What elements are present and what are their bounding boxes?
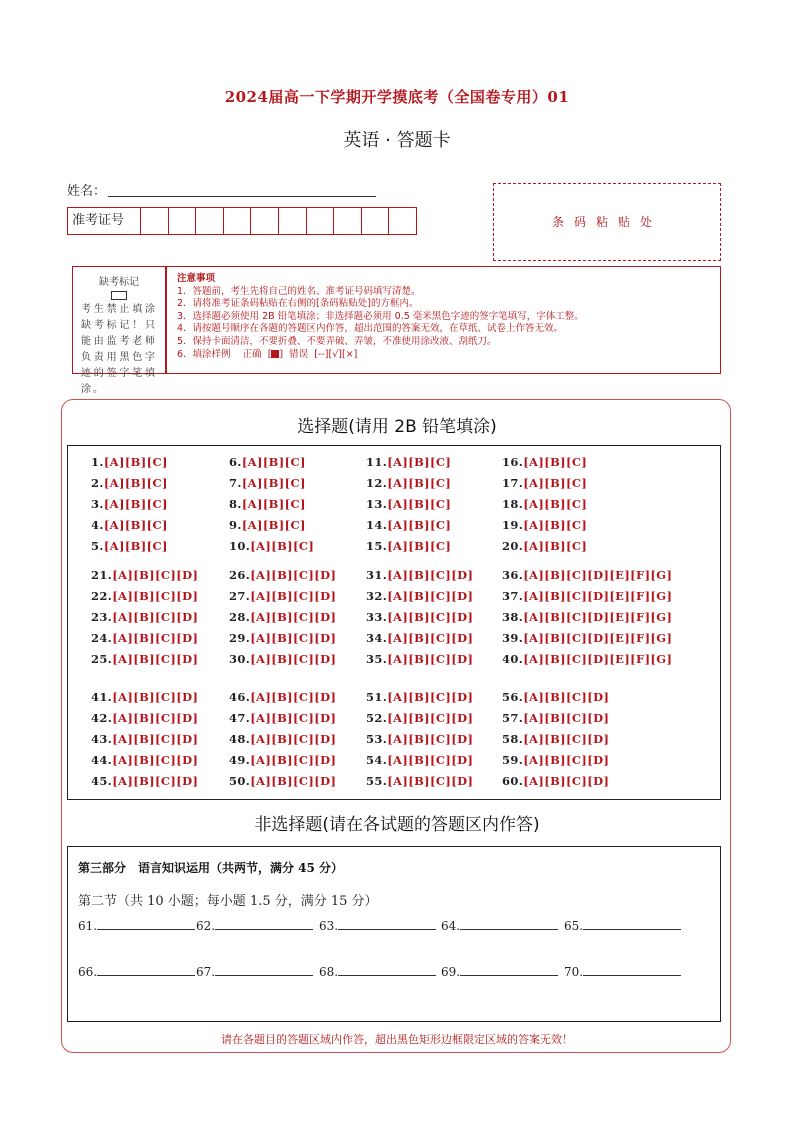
fill-blank[interactable] <box>319 917 436 933</box>
answer-options[interactable]: [A][B][C][D] <box>387 774 474 788</box>
fill-blank[interactable] <box>319 963 436 979</box>
question-number: 18. <box>502 497 524 511</box>
blank-line[interactable] <box>583 963 681 976</box>
notice-title: 注意事项 <box>177 273 216 284</box>
answer-options[interactable]: [A][B][C][D] <box>523 774 610 788</box>
question-number: 48. <box>229 732 251 746</box>
answer-options[interactable]: [A][B][C][D] <box>387 690 474 704</box>
answer-options[interactable]: [A][B][C][D] <box>523 732 610 746</box>
exam-number-cell[interactable] <box>362 208 390 234</box>
blank-number: 64. <box>441 919 461 933</box>
question-number: 4. <box>91 518 104 532</box>
question-number: 43. <box>91 732 113 746</box>
question-number: 40. <box>502 652 524 666</box>
blank-number: 69. <box>441 965 461 979</box>
answer-options[interactable]: [A][B][C][D] <box>250 589 337 603</box>
answer-options[interactable]: [A][B][C] <box>387 476 452 490</box>
question-number: 34. <box>366 631 388 645</box>
answer-options[interactable]: [A][B][C] <box>103 539 168 553</box>
question-number: 55. <box>366 774 388 788</box>
blank-line[interactable] <box>338 917 436 930</box>
mc-question[interactable] <box>502 455 587 469</box>
answer-options[interactable]: [A][B][C] <box>250 539 315 553</box>
answer-options[interactable]: [A][B][C] <box>387 455 452 469</box>
answer-options[interactable]: [A][B][C][D] <box>112 631 199 645</box>
answer-options[interactable]: [A][B][C][D] <box>250 753 337 767</box>
name-field[interactable] <box>108 196 376 197</box>
answer-options[interactable]: [A][B][C][D] <box>387 589 474 603</box>
name-label: 姓名： <box>67 184 107 199</box>
blank-number: 68. <box>319 965 339 979</box>
mc-question[interactable] <box>229 610 336 624</box>
answer-options[interactable]: [A][B][C][D] <box>523 753 610 767</box>
wrong-label: 错误 <box>289 348 309 360</box>
question-number: 6. <box>229 455 242 469</box>
question-number: 3. <box>91 497 104 511</box>
mc-question[interactable] <box>229 652 336 666</box>
answer-options[interactable]: [A][B][C] <box>103 476 168 490</box>
mc-question[interactable] <box>502 497 587 511</box>
mc-question[interactable] <box>502 631 672 645</box>
mc-question[interactable] <box>91 652 198 666</box>
question-number: 29. <box>229 631 251 645</box>
mc-question[interactable] <box>366 753 473 767</box>
mc-question[interactable] <box>502 568 672 582</box>
question-number: 22. <box>91 589 113 603</box>
question-number: 52. <box>366 711 388 725</box>
page-subtitle: 英语 · 答题卡 <box>343 130 451 151</box>
answer-options[interactable]: [A][B][C] <box>241 455 306 469</box>
mc-question[interactable] <box>229 753 336 767</box>
question-number: 38. <box>502 610 524 624</box>
answer-options[interactable]: [A][B][C][D] <box>112 753 199 767</box>
answer-options[interactable]: [A][B][C][D] <box>387 631 474 645</box>
exam-number-cell[interactable] <box>279 208 307 234</box>
mc-question[interactable] <box>366 711 473 725</box>
absent-title: 缺考标记 <box>99 277 139 288</box>
notice-box <box>166 266 721 374</box>
exam-number-cells <box>141 208 416 234</box>
answer-options[interactable]: [A][B][C][D][E][F][G] <box>523 568 673 582</box>
question-number: 5. <box>91 539 104 553</box>
question-number: 59. <box>502 753 524 767</box>
question-number: 49. <box>229 753 251 767</box>
exam-number-cell[interactable] <box>334 208 362 234</box>
mc-question[interactable] <box>502 711 609 725</box>
blank-line[interactable] <box>215 917 313 930</box>
question-number: 47. <box>229 711 251 725</box>
question-number: 53. <box>366 732 388 746</box>
question-number: 8. <box>229 497 242 511</box>
mc-question[interactable] <box>229 568 336 582</box>
mc-question[interactable] <box>502 652 672 666</box>
answer-options[interactable]: [A][B][C][D][E][F][G] <box>523 631 673 645</box>
blank-number: 61. <box>78 919 98 933</box>
question-number: 17. <box>502 476 524 490</box>
answer-options[interactable]: [A][B][C] <box>387 518 452 532</box>
exam-number-cell[interactable] <box>169 208 197 234</box>
answer-options[interactable]: [A][B][C][D] <box>250 610 337 624</box>
fill-blank[interactable] <box>196 917 313 933</box>
answer-options[interactable]: [A][B][C][D][E][F][G] <box>523 652 673 666</box>
mc-question[interactable] <box>366 774 473 788</box>
notice-item: 3．选择题必须使用 2B 铅笔填涂；非选择题必须用 0.5 毫米黑色字迹的签字笔填写，字体工整。 <box>177 310 584 322</box>
answer-options[interactable]: [A][B][C][D] <box>250 631 337 645</box>
mc-question[interactable] <box>366 476 451 490</box>
answer-options[interactable]: [A][B][C][D] <box>112 589 199 603</box>
answer-options[interactable]: [A][B][C][D] <box>250 652 337 666</box>
mc-question[interactable] <box>366 568 473 582</box>
mc-question[interactable] <box>229 518 306 532</box>
blank-line[interactable] <box>460 917 558 930</box>
question-number: 27. <box>229 589 251 603</box>
exam-number-cell[interactable] <box>307 208 335 234</box>
answer-options[interactable]: [A][B][C] <box>103 497 168 511</box>
correct-label: 正确 <box>242 348 262 360</box>
mc-question[interactable] <box>502 589 672 603</box>
question-number: 32. <box>366 589 388 603</box>
blank-line[interactable] <box>460 963 558 976</box>
mc-question[interactable] <box>502 753 609 767</box>
mc-question[interactable] <box>229 476 306 490</box>
fill-blank[interactable] <box>441 917 558 933</box>
question-number: 13. <box>366 497 388 511</box>
question-number: 41. <box>91 690 113 704</box>
fill-blank[interactable] <box>441 963 558 979</box>
mc-question[interactable] <box>366 455 451 469</box>
blank-line[interactable] <box>97 917 195 930</box>
answer-options[interactable]: [A][B][C][D] <box>112 732 199 746</box>
mc-question[interactable] <box>91 711 198 725</box>
mc-question[interactable] <box>502 610 672 624</box>
mc-section-title: 选择题(请用 2B 铅笔填涂) <box>297 417 497 437</box>
blank-number: 63. <box>319 919 339 933</box>
question-number: 2. <box>91 476 104 490</box>
answer-options[interactable]: [A][B][C] <box>241 518 306 532</box>
mc-question[interactable] <box>91 610 198 624</box>
question-number: 23. <box>91 610 113 624</box>
mc-question[interactable] <box>502 518 587 532</box>
question-number: 28. <box>229 610 251 624</box>
exam-number-cell[interactable] <box>196 208 224 234</box>
mc-question[interactable] <box>91 732 198 746</box>
question-number: 11. <box>366 455 388 469</box>
question-number: 24. <box>91 631 113 645</box>
question-number: 36. <box>502 568 524 582</box>
absent-checkbox[interactable] <box>111 291 127 300</box>
mc-question[interactable] <box>91 568 198 582</box>
mc-question[interactable] <box>366 610 473 624</box>
answer-options[interactable]: [A][B][C][D] <box>387 652 474 666</box>
answer-options[interactable]: [A][B][C][D] <box>523 711 610 725</box>
mc-question[interactable] <box>366 497 451 511</box>
question-number: 15. <box>366 539 388 553</box>
blank-line[interactable] <box>338 963 436 976</box>
mc-question[interactable] <box>91 455 168 469</box>
question-number: 26. <box>229 568 251 582</box>
question-number: 39. <box>502 631 524 645</box>
blank-number: 66. <box>78 965 98 979</box>
question-number: 35. <box>366 652 388 666</box>
question-number: 16. <box>502 455 524 469</box>
answer-options[interactable]: [A][B][C] <box>241 497 306 511</box>
mc-question[interactable] <box>229 497 306 511</box>
mc-question[interactable] <box>502 476 587 490</box>
answer-options[interactable]: [A][B][C][D] <box>112 774 199 788</box>
question-number: 44. <box>91 753 113 767</box>
answer-options[interactable]: [A][B][C][D][E][F][G] <box>523 610 673 624</box>
blank-line[interactable] <box>583 917 681 930</box>
mc-question[interactable] <box>91 476 168 490</box>
fill-blank[interactable] <box>564 963 681 979</box>
question-number: 42. <box>91 711 113 725</box>
answer-options[interactable]: [A][B][C] <box>523 497 588 511</box>
mc-question[interactable] <box>366 518 451 532</box>
mc-question[interactable] <box>229 774 336 788</box>
question-number: 37. <box>502 589 524 603</box>
answer-options[interactable]: [A][B][C] <box>523 539 588 553</box>
answer-options[interactable]: [A][B][C] <box>523 518 588 532</box>
question-number: 58. <box>502 732 524 746</box>
example-label: 6．填涂样例 <box>177 348 231 360</box>
question-number: 46. <box>229 690 251 704</box>
answer-options[interactable]: [A][B][C][D] <box>387 753 474 767</box>
exam-number-cell[interactable] <box>389 208 416 234</box>
mc-question[interactable] <box>229 631 336 645</box>
answer-options[interactable]: [A][B][C][D] <box>112 568 199 582</box>
question-number: 54. <box>366 753 388 767</box>
answer-options[interactable]: [A][B][C][D] <box>387 610 474 624</box>
question-number: 50. <box>229 774 251 788</box>
answer-options[interactable]: [A][B][C][D] <box>112 711 199 725</box>
page-title: 2024届高一下学期开学摸底考（全国卷专用）01 <box>224 88 570 106</box>
question-number: 45. <box>91 774 113 788</box>
question-number: 60. <box>502 774 524 788</box>
answer-options[interactable]: [A][B][C][D] <box>112 610 199 624</box>
exam-number-box <box>67 207 417 235</box>
answer-options[interactable]: [A][B][C] <box>103 518 168 532</box>
answer-options[interactable]: [A][B][C][D] <box>523 690 610 704</box>
notice-item: 5．保持卡面清洁，不要折叠、不要弄破、弄皱，不准使用涂改液、刮纸刀。 <box>177 335 497 347</box>
mc-question[interactable] <box>91 518 168 532</box>
part-title: 第三部分 语言知识运用（共两节，满分 45 分） <box>78 861 344 875</box>
question-number: 9. <box>229 518 242 532</box>
question-number: 19. <box>502 518 524 532</box>
exam-number-cell[interactable] <box>251 208 279 234</box>
mc-question[interactable] <box>229 711 336 725</box>
nonmc-section-title: 非选择题(请在各试题的答题区内作答) <box>254 815 540 835</box>
mc-question[interactable] <box>91 589 198 603</box>
mc-question[interactable] <box>502 774 609 788</box>
blank-number: 67. <box>196 965 216 979</box>
question-number: 21. <box>91 568 113 582</box>
notice-item: 2．请将准考证条码粘贴在右侧的[条码粘贴处]的方框内。 <box>177 298 419 310</box>
exam-number-label: 准考证号 <box>68 208 141 234</box>
mc-question[interactable] <box>502 690 609 704</box>
mc-question[interactable] <box>366 631 473 645</box>
question-number: 33. <box>366 610 388 624</box>
question-number: 12. <box>366 476 388 490</box>
question-number: 56. <box>502 690 524 704</box>
mc-question[interactable] <box>229 455 306 469</box>
mc-question[interactable] <box>91 774 198 788</box>
answer-options[interactable]: [A][B][C][D] <box>250 774 337 788</box>
notice-item: 1．答题前，考生先将自己的姓名、准考证号码填写清楚。 <box>177 285 421 297</box>
question-number: 30. <box>229 652 251 666</box>
fill-blank[interactable] <box>78 917 195 933</box>
wrong-examples: [--][√][×] <box>314 348 358 360</box>
answer-options[interactable]: [A][B][C][D] <box>250 711 337 725</box>
absent-text: 考生禁止填涂缺考标记！只能由监考老师负责用黑色字迹的签字笔填涂。 <box>81 304 157 395</box>
question-number: 7. <box>229 476 242 490</box>
blank-number: 65. <box>564 919 584 933</box>
mc-question[interactable] <box>229 690 336 704</box>
answer-options[interactable]: [A][B][C][D] <box>250 568 337 582</box>
mc-question[interactable] <box>502 539 587 553</box>
mc-question[interactable] <box>91 753 198 767</box>
mc-question[interactable] <box>366 589 473 603</box>
section-subtitle: 第二节（共 10 小题；每小题 1.5 分，满分 15 分） <box>78 894 378 909</box>
answer-options[interactable]: [A][B][C][D] <box>387 732 474 746</box>
barcode-area: 条码粘贴处 <box>493 183 721 261</box>
mc-question[interactable] <box>91 631 198 645</box>
footer-warning: 请在各题目的答题区域内作答，超出黑色矩形边框限定区域的答案无效！ <box>221 1033 573 1046</box>
question-number: 10. <box>229 539 251 553</box>
answer-options[interactable]: [A][B][C][D] <box>387 568 474 582</box>
notice-item: 4．请按题号顺序在各题的答题区内作答，超出范围的答案无效，在草纸、试卷上作答无效。 <box>177 323 564 335</box>
question-number: 57. <box>502 711 524 725</box>
mc-question[interactable] <box>91 497 168 511</box>
absent-mark-box <box>72 266 166 395</box>
notice-example: 6．填涂样例 正确 [ ] 错误 [--][√][×] <box>177 348 358 360</box>
blank-number: 70. <box>564 965 584 979</box>
mc-question[interactable] <box>366 539 451 553</box>
question-number: 1. <box>91 455 104 469</box>
answer-options[interactable]: [A][B][C][D] <box>112 690 199 704</box>
answer-options[interactable]: [A][B][C] <box>523 476 588 490</box>
question-number: 14. <box>366 518 388 532</box>
answer-options[interactable]: [A][B][C] <box>523 455 588 469</box>
question-number: 31. <box>366 568 388 582</box>
answer-options[interactable]: [A][B][C] <box>387 497 452 511</box>
mc-question[interactable] <box>366 732 473 746</box>
blank-line[interactable] <box>215 963 313 976</box>
blank-number: 62. <box>196 919 216 933</box>
answer-options[interactable]: [A][B][C][D] <box>112 652 199 666</box>
mc-question[interactable] <box>229 539 314 553</box>
question-number: 51. <box>366 690 388 704</box>
mc-question[interactable] <box>366 690 473 704</box>
answer-options[interactable]: [A][B][C][D] <box>387 711 474 725</box>
answer-options[interactable]: [A][B][C][D] <box>250 732 337 746</box>
exam-number-cell[interactable] <box>141 208 169 234</box>
filled-rect-icon <box>271 350 279 358</box>
blank-line[interactable] <box>97 963 195 976</box>
answer-options[interactable]: [A][B][C][D][E][F][G] <box>523 589 673 603</box>
answer-options[interactable]: [A][B][C] <box>241 476 306 490</box>
mc-question[interactable] <box>502 732 609 746</box>
exam-number-cell[interactable] <box>224 208 252 234</box>
answer-options[interactable]: [A][B][C][D] <box>250 690 337 704</box>
mc-question[interactable] <box>91 539 168 553</box>
mc-question[interactable] <box>229 589 336 603</box>
fill-blank[interactable] <box>564 917 681 933</box>
mc-question[interactable] <box>91 690 198 704</box>
answer-options[interactable]: [A][B][C] <box>387 539 452 553</box>
answer-options[interactable]: [A][B][C] <box>103 455 168 469</box>
question-number: 20. <box>502 539 524 553</box>
fill-blank[interactable] <box>78 963 195 979</box>
question-number: 25. <box>91 652 113 666</box>
mc-question[interactable] <box>229 732 336 746</box>
mc-question[interactable] <box>366 652 473 666</box>
fill-blank[interactable] <box>196 963 313 979</box>
